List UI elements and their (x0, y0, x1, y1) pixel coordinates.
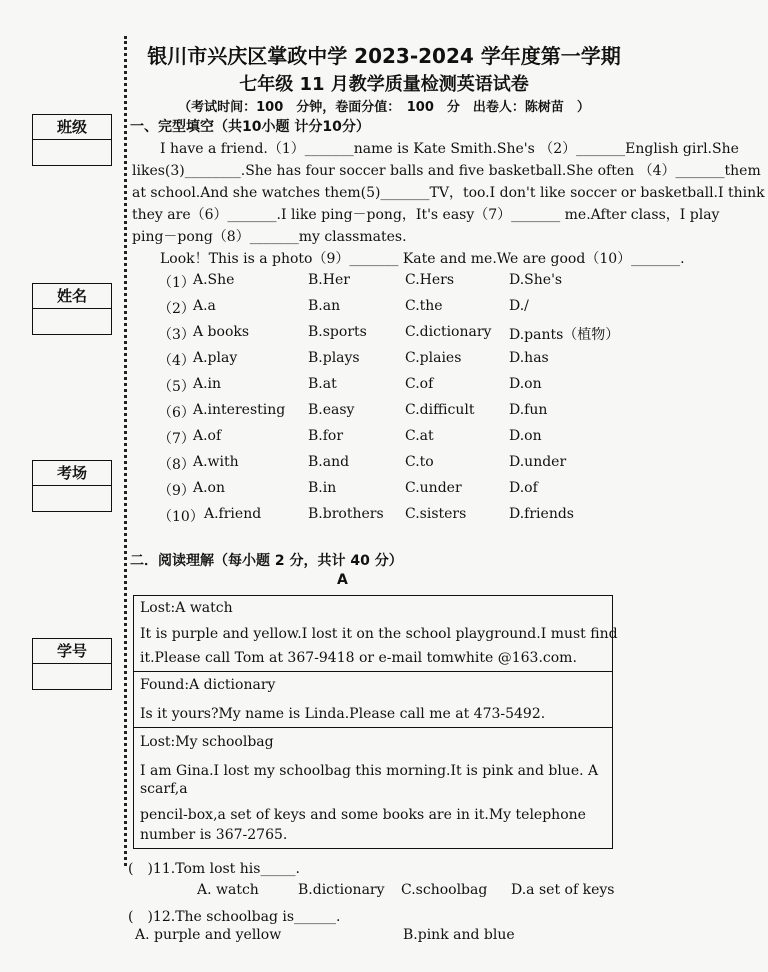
option-a: A.play (193, 350, 238, 366)
option-b: B.in (308, 480, 337, 496)
option-b: B.brothers (308, 506, 384, 522)
notice-text: I am Gina.I lost my schoolbag this morning.It is pink and blue. A (140, 763, 599, 779)
option-number: （6） (158, 405, 195, 421)
name-box (32, 283, 112, 335)
option-d: D.friends (509, 506, 574, 522)
option-number: （10） (158, 509, 204, 525)
option-number: （2） (158, 301, 195, 317)
option-c: C.difficult (405, 402, 475, 418)
option-d: D.under (509, 454, 567, 470)
option-number: （5） (158, 379, 195, 395)
question-option: C.schoolbag (401, 882, 488, 898)
exam-info: （考试时间：100 分钟，卷面分值： 100 分 出卷人：陈树苗 ） (178, 100, 590, 115)
option-c: C.Hers (405, 272, 455, 288)
option-c: C.to (405, 454, 434, 470)
option-d: D.pants（植物） (509, 327, 620, 343)
section2-heading: 二．阅读理解（每小题 2 分，共计 40 分） (130, 553, 403, 569)
option-b: B.Her (308, 272, 350, 288)
notice-text: It is purple and yellow.I lost it on the school playground.I must find (140, 626, 618, 642)
question-stem: ( )12.The schoolbag is______. (128, 909, 341, 925)
question-option: B.dictionary (298, 882, 385, 898)
binding-dotted-line (124, 36, 127, 866)
option-c: C.of (405, 376, 434, 392)
notice-text: Is it yours?My name is Linda.Please call me at 473-5492. (140, 706, 546, 722)
notice-text: pencil-box,a set of keys and some books are in it.My telephone (140, 807, 586, 823)
option-d: D.She's (509, 272, 563, 288)
option-number: （8） (158, 457, 195, 473)
option-b: B.and (308, 454, 350, 470)
cloze-line: at school.And she watches them(5)_______TV，too.I don't like soccer or basketball.I think (132, 185, 765, 201)
option-b: B.sports (308, 324, 367, 340)
section1-heading: 一、完型填空（共10小题 计分10分） (130, 119, 370, 135)
option-d: D.fun (509, 402, 548, 418)
option-b: B.for (308, 428, 344, 444)
passage-label: A (337, 572, 348, 588)
option-a: A.on (193, 480, 226, 496)
exam-title: 银川市兴庆区掌政中学 2023-2024 学年度第一学期 (147, 44, 621, 68)
option-c: C.sisters (405, 506, 467, 522)
option-b: B.an (308, 298, 341, 314)
option-number: （3） (158, 327, 195, 343)
notice-text: number is 367-2765. (140, 827, 288, 843)
cloze-line: I have a friend.（1）_______name is Kate Smith.She's （2）_______English girl.She (160, 141, 739, 157)
cloze-line: Look！This is a photo（9）_______ Kate and me.We are good（10）_______. (160, 251, 685, 267)
option-d: D.on (509, 376, 542, 392)
student-id-box (32, 638, 112, 690)
notice-title: Lost:A watch (140, 600, 233, 616)
option-a: A.in (193, 376, 222, 392)
student-id-label: 学号 (33, 639, 111, 664)
question-stem: ( )11.Tom lost his_____. (128, 861, 300, 877)
exam-subtitle: 七年级 11 月教学质量检测英语试卷 (239, 74, 529, 95)
option-d: D.of (509, 480, 538, 496)
option-a: A.a (193, 298, 216, 314)
cloze-line: they are（6）_______.I like ping－pong，It's easy（7）_______ me.After class，I play (132, 207, 720, 223)
cloze-line: ping－pong（8）_______my classmates. (132, 229, 407, 245)
notice-text: scarf,a (140, 781, 188, 797)
option-a: A.friend (204, 506, 262, 522)
notice-title: Lost:My schoolbag (140, 734, 274, 750)
option-a: A books (193, 324, 250, 340)
option-d: D./ (509, 298, 529, 314)
option-c: C.under (405, 480, 462, 496)
cloze-line: likes(3)________.She has four soccer balls and five basketball.She often （4）_______them (132, 163, 761, 179)
option-c: C.at (405, 428, 434, 444)
question-option: A. watch (197, 882, 259, 898)
notice-divider (134, 727, 612, 728)
option-b: B.easy (308, 402, 355, 418)
exam-room-box (32, 460, 112, 512)
option-c: C.the (405, 298, 443, 314)
notice-divider (134, 671, 612, 672)
option-number: （9） (158, 483, 195, 499)
option-c: C.plaies (405, 350, 462, 366)
notice-text: it.Please call Tom at 367-9418 or e-mail tomwhite @163.com. (140, 650, 577, 666)
class-label: 班级 (33, 115, 111, 140)
question-option: D.a set of keys (511, 882, 615, 898)
option-d: D.has (509, 350, 549, 366)
option-number: （4） (158, 353, 195, 369)
option-a: A.of (193, 428, 222, 444)
question-option: B.pink and blue (403, 927, 515, 943)
option-number: （1） (158, 275, 195, 291)
notice-title: Found:A dictionary (140, 677, 276, 693)
option-a: A.She (193, 272, 235, 288)
option-b: B.plays (308, 350, 360, 366)
option-c: C.dictionary (405, 324, 492, 340)
question-option: A. purple and yellow (135, 927, 282, 943)
option-d: D.on (509, 428, 542, 444)
exam-room-label: 考场 (33, 461, 111, 486)
option-b: B.at (308, 376, 337, 392)
option-a: A.with (193, 454, 239, 470)
notice-board (133, 595, 618, 849)
option-a: A.interesting (193, 402, 286, 418)
option-number: （7） (158, 431, 195, 447)
class-box (32, 114, 112, 166)
name-label: 姓名 (33, 284, 111, 309)
